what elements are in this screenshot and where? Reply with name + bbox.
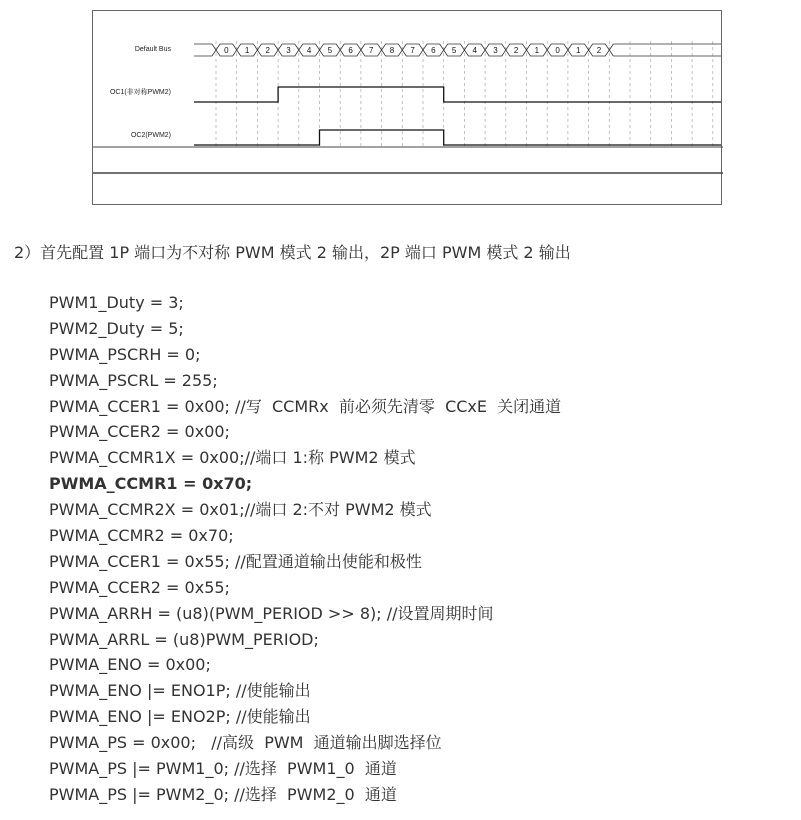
bus-value-label: 0 [224,46,229,55]
code-line: PWMA_CCMR1 = 0x70; [49,474,253,494]
timing-diagram-svg [93,11,723,206]
code-line: PWM1_Duty = 3; [49,293,184,312]
bus-idle-line [212,44,216,50]
code-line: PWMA_CCMR2 = 0x70; [49,526,234,546]
code-block [49,290,561,808]
code-line: PWMA_ARRH = (u8)(PWM_PERIOD >> 8); //设置周期时间 [49,603,494,623]
code-line: PWMA_CCMR1X = 0x00;//端口 1:称 PWM2 模式 [49,448,416,468]
bus-idle-line [609,44,613,50]
code-line: PWMA_ENO |= ENO1P; //使能输出 [49,681,311,701]
bus-idle-line [609,50,613,56]
bus-value-label: 7 [369,46,374,55]
code-line: PWMA_CCER2 = 0x00; [49,422,230,442]
timing-diagram [92,10,722,205]
code-line: PWMA_PSCRH = 0; [49,344,201,364]
oc2-waveform [194,130,721,145]
bus-value-label: 2 [513,46,519,55]
bus-value-label: 7 [410,46,415,55]
oc1-waveform [194,87,721,102]
code-line: PWMA_CCER1 = 0x00; //写 CCMRx 前必须先清零 CCxE 关闭通道 [49,396,562,416]
bus-value-label: 0 [555,46,560,55]
bus-idle-line [212,50,216,56]
code-line: PWMA_PS = 0x00; //高级 PWM 通道输出脚选择位 [49,733,442,753]
bus-value-label: 1 [244,46,250,55]
code-line: PWMA_ENO = 0x00; [49,655,211,675]
bus-value-label: 5 [327,46,333,55]
bus-value-label: 2 [596,46,602,55]
bus-value-label: 4 [306,46,312,55]
bus-value-label: 6 [348,46,353,55]
bus-value-label: 5 [451,46,457,55]
code-line: PWMA_CCER2 = 0x55; [49,577,230,597]
code-line: PWMA_CCER1 = 0x55; //配置通道输出使能和极性 [49,551,422,571]
bus-value-label: 2 [265,46,270,55]
signal-label-oc1: OC1(非对称PWM2) [109,89,171,96]
bus-value-label: 4 [472,46,477,55]
code-line: PWMA_PS |= PWM1_0; //选择 PWM1_0 通道 [49,759,397,779]
signal-label-default-bus: Default Bus [134,46,171,53]
bus-value-label: 1 [534,46,540,55]
signal-label-oc2: OC2(PWM2) [130,132,171,139]
bus-value-label: 3 [286,46,291,55]
bus-value-label: 6 [431,46,436,55]
code-line: PWM2_Duty = 5; [49,318,184,338]
bus-value-label: 8 [389,46,395,55]
code-line: PWMA_ENO |= ENO2P; //使能输出 [49,707,311,727]
bus-value-label: 1 [576,46,581,55]
bus-value-label: 3 [493,46,498,55]
code-line: PWMA_PSCRL = 255; [49,370,218,390]
code-line: PWMA_ARRL = (u8)PWM_PERIOD; [49,629,319,649]
section-heading: 2）首先配置 1P 端口为不对称 PWM 模式 2 输出，2P 端口 PWM 模式 2 输出 [14,243,571,262]
code-line: PWMA_PS |= PWM2_0; //选择 PWM2_0 通道 [49,784,397,804]
code-line: PWMA_CCMR2X = 0x01;//端口 2:不对 PWM2 模式 [49,500,432,520]
